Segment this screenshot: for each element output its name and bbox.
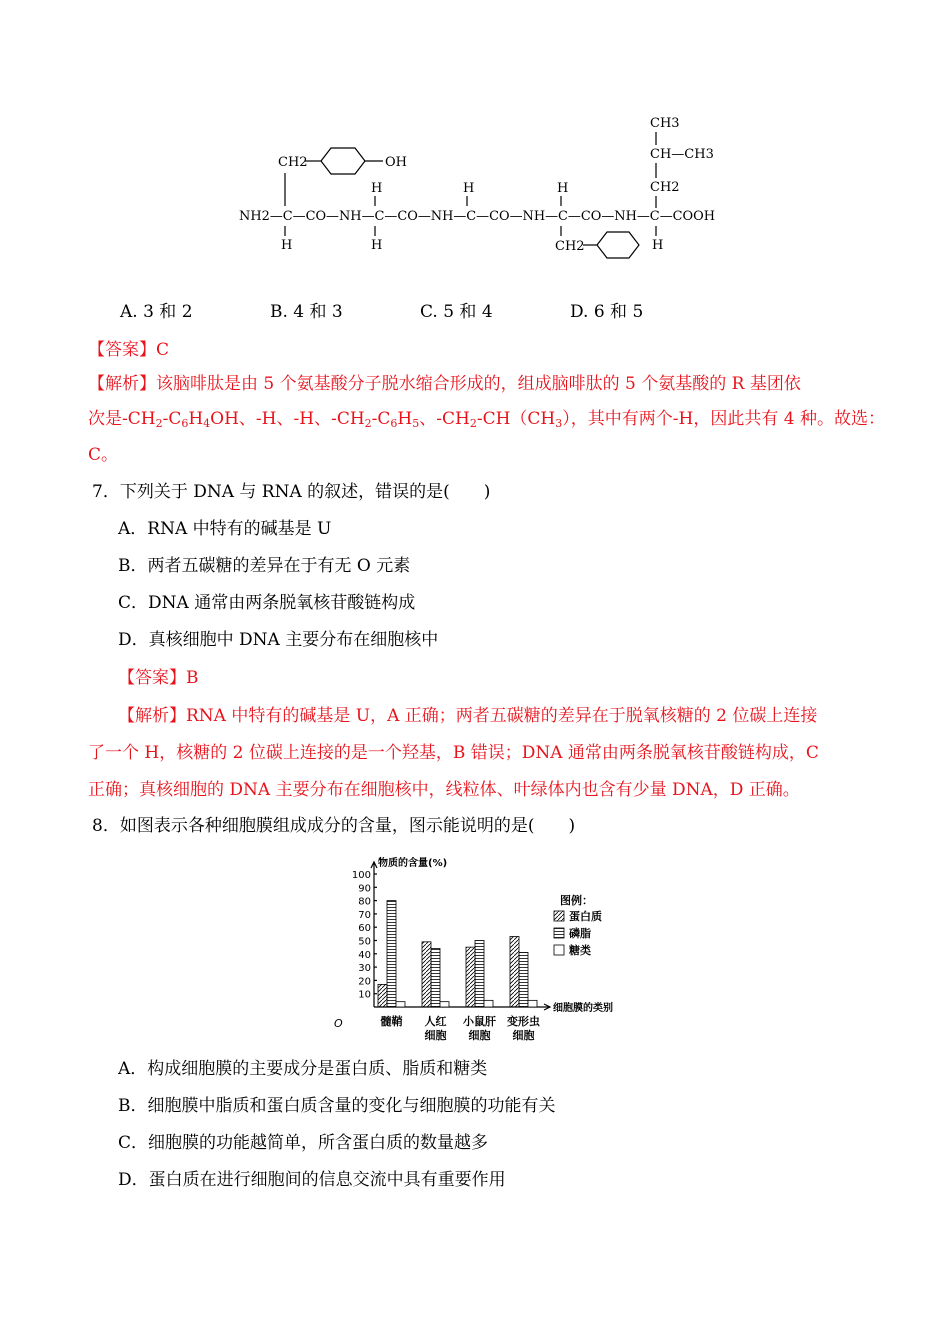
- option-c: C. 5 和 4: [420, 302, 493, 322]
- analysis-text: 该脑啡肽是由 5 个氨基酸分子脱水缩合形成的，组成脑啡肽的 5 个氨基酸的 R 基团依: [156, 374, 801, 394]
- ch2-right-label: CH2: [650, 180, 680, 195]
- pentapeptide-structure-diagram: [225, 108, 725, 268]
- option-b: B. 4 和 3: [270, 302, 343, 322]
- y-tick-label: 60: [358, 923, 371, 935]
- analysis-text: H: [188, 409, 204, 429]
- bar-蛋白质: [466, 947, 475, 1007]
- category-label: 小鼠肝: [463, 1015, 496, 1028]
- bar-糖类: [396, 1002, 405, 1007]
- q8-option-a: A．构成细胞膜的主要成分是蛋白质、脂质和糖类: [118, 1059, 488, 1079]
- q8-stem: 8．如图表示各种细胞膜组成成分的含量，图示能说明的是( ): [92, 816, 576, 836]
- category-label: 髓鞘: [380, 1015, 403, 1028]
- y-tick-label: 90: [358, 883, 371, 895]
- bar-磷脂: [475, 941, 484, 1008]
- analysis-text: -C: [371, 409, 391, 429]
- h-label: H: [371, 181, 383, 196]
- y-tick-label: 10: [358, 989, 371, 1001]
- category-label: 人红: [424, 1015, 447, 1028]
- bar-糖类: [484, 1000, 493, 1007]
- subscript: 2: [364, 417, 372, 430]
- analysis-text: -CH（CH: [476, 409, 556, 429]
- q8-option-d: D．蛋白质在进行细胞间的信息交流中具有重要作用: [118, 1170, 506, 1190]
- subscript: 4: [203, 417, 211, 430]
- bar-蛋白质: [510, 937, 519, 1007]
- ch3-top-label: CH3: [650, 116, 680, 131]
- q6-analysis-line-1: [88, 373, 801, 395]
- subscript: 2: [155, 417, 163, 430]
- analysis-text: OH、-H、-H、-CH: [210, 409, 365, 429]
- category-label: 变形虫: [507, 1015, 540, 1028]
- q7-option-d: D．真核细胞中 DNA 主要分布在细胞核中: [118, 630, 439, 650]
- q6-answer: 【答案】C: [88, 340, 170, 360]
- q6-analysis-line-2: [88, 408, 885, 435]
- q7-option-a: A．RNA 中特有的碱基是 U: [118, 519, 332, 539]
- subscript: 5: [412, 417, 420, 430]
- membrane-composition-chart: [322, 852, 652, 1052]
- subscript: 2: [469, 417, 477, 430]
- legend-title: 图例：: [560, 894, 593, 907]
- analysis-text: 、-CH: [419, 409, 470, 429]
- q8-option-b: B．细胞膜中脂质和蛋白质含量的变化与细胞膜的功能有关: [118, 1096, 556, 1116]
- legend-label: 磷脂: [569, 927, 591, 940]
- category-label: 细胞: [468, 1029, 491, 1042]
- benzene-ring-left: [321, 148, 365, 174]
- ch2-bottom-label: CH2: [555, 239, 585, 254]
- q7-analysis-line-2: 了一个 H，核糖的 2 位碳上连接的是一个羟基，B 错误；DNA 通常由两条脱氧核苷酸链构成，C: [88, 743, 819, 763]
- q7-option-c: C．DNA 通常由两条脱氧核苷酸链构成: [118, 593, 416, 613]
- q7-stem: 7．下列关于 DNA 与 RNA 的叙述，错误的是( ): [92, 482, 491, 502]
- q6-analysis-line-3: C。: [88, 445, 119, 465]
- origin-label: O: [334, 1017, 343, 1030]
- ch-ch3-label: CH—CH3: [650, 147, 714, 162]
- subscript: 3: [555, 417, 563, 430]
- option-a: A. 3 和 2: [120, 302, 193, 322]
- y-axis-label: 物质的含量(%): [378, 858, 448, 869]
- bar-磷脂: [431, 948, 440, 1007]
- bar-糖类: [528, 1000, 537, 1007]
- y-tick-label: 100: [351, 870, 371, 881]
- bar-磷脂: [519, 952, 528, 1007]
- q7-answer: 【答案】B: [118, 668, 199, 688]
- h-label: H: [557, 181, 569, 196]
- category-label: 细胞: [512, 1029, 535, 1042]
- bar-蛋白质: [422, 942, 431, 1007]
- oh-label: OH: [385, 155, 407, 170]
- legend-label: 糖类: [569, 944, 591, 957]
- analysis-text: ），其中有两个-H，因此共有 4 种。故选：: [562, 409, 885, 429]
- subscript: 6: [390, 417, 398, 430]
- h-label: H: [371, 238, 383, 253]
- legend-label: 蛋白质: [569, 910, 602, 923]
- subscript: 6: [181, 417, 189, 430]
- option-d: D. 6 和 5: [570, 302, 644, 322]
- h-label: H: [463, 181, 475, 196]
- analysis-label: 【解析】: [88, 374, 156, 394]
- legend-swatch-磷脂: [554, 928, 564, 938]
- bar-磷脂: [387, 901, 396, 1007]
- h-label: H: [281, 238, 293, 253]
- legend-swatch-糖类: [554, 945, 564, 955]
- category-label: 细胞: [424, 1029, 447, 1042]
- main-chain-label: NH2—C—CO—NH—C—CO—NH—C—CO—NH—C—CO—NH—C—COOH: [239, 209, 715, 224]
- ch2-left-label: CH2: [278, 155, 308, 170]
- y-tick-label: 70: [358, 909, 371, 921]
- q7-analysis-line-3: 正确；真核细胞的 DNA 主要分布在细胞核中，线粒体、叶绿体内也含有少量 DNA，D 正确。: [88, 780, 800, 800]
- q7-analysis-line-1: 【解析】RNA 中特有的碱基是 U，A 正确；两者五碳糖的差异在于脱氧核糖的 2 位碳上连接: [118, 706, 818, 726]
- analysis-text: 次是-CH: [88, 409, 156, 429]
- q8-option-c: C．细胞膜的功能越简单，所含蛋白质的数量越多: [118, 1133, 489, 1153]
- y-tick-label: 30: [358, 963, 371, 975]
- y-tick-label: 80: [358, 896, 371, 908]
- x-axis-label: 细胞膜的类别: [553, 1003, 613, 1014]
- y-tick-label: 40: [358, 949, 371, 961]
- legend-swatch-蛋白质: [554, 911, 564, 921]
- bar-蛋白质: [378, 984, 387, 1007]
- h-label: H: [652, 238, 664, 253]
- analysis-text: H: [397, 409, 413, 429]
- analysis-text: -C: [162, 409, 182, 429]
- y-tick-label: 20: [358, 976, 371, 988]
- benzene-ring-right: [597, 232, 639, 258]
- bar-糖类: [440, 1002, 449, 1007]
- q7-option-b: B．两者五碳糖的差异在于有无 O 元素: [118, 556, 411, 576]
- y-tick-label: 50: [358, 936, 371, 948]
